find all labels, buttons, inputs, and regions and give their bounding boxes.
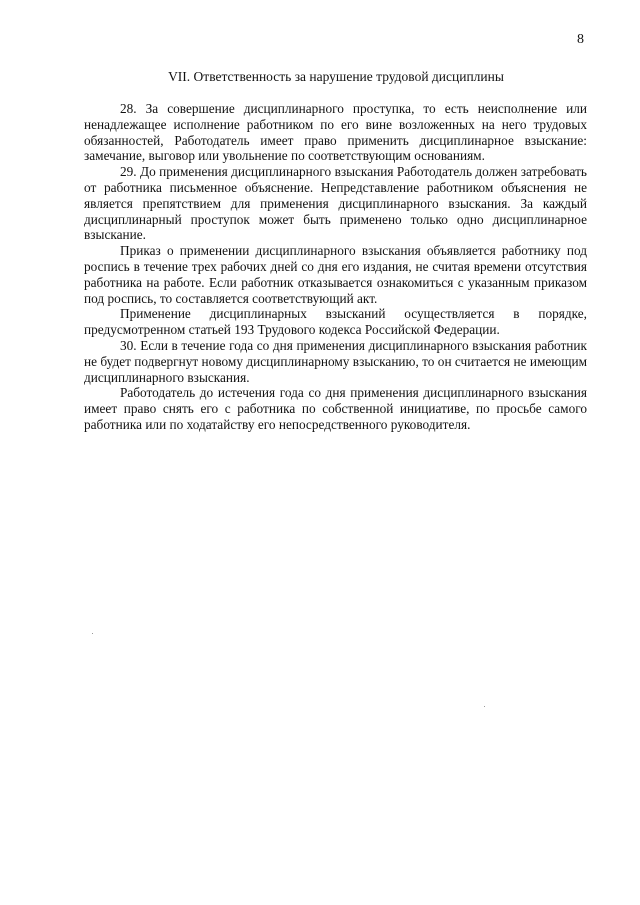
section-title: VII. Ответственность за нарушение трудовой дисциплины [168,69,504,84]
paragraph-application-procedure: Применение дисциплинарных взысканий осуществляется в порядке, предусмотренном статьей 193 Трудового кодекса Российской Федерации. [84,306,587,338]
paragraph-30: 30. Если в течение года со дня применения дисциплинарного взыскания работник не будет подвергнут новому дисциплинарному взысканию, то он считается не имеющим дисциплинарного взыскания. [84,337,587,385]
scan-speck [484,706,485,707]
paragraph-removal-of-penalty: Работодатель до истечения года со дня применения дисциплинарного взыскания имеет право снять его с работника по собственной инициативе, по просьбе самого работника или по ходатайству его непосредственного руководителя. [84,385,587,432]
scan-speck [92,633,93,634]
page-number: 8 [577,32,584,47]
document-body [84,101,587,433]
paragraph-order-announcement: Приказ о применении дисциплинарного взыскания объявляется работнику под роспись в течение трех рабочих дней со дня его издания, не считая времени отсутствия работника на работе. Если работник отказывается ознакомиться с указанным приказом под роспись, то составляется соответствующий акт. [84,243,587,306]
paragraph-29: 29. До применения дисциплинарного взыскания Работодатель должен затребовать от работника письменное объяснение. Непредставление работником объяснения не является препятствием для применения дисциплинарного взыскания. За каждый дисциплинарный проступок может быть применено только одно дисциплинарное взыскание. [84,164,587,243]
paragraph-28: 28. За совершение дисциплинарного проступка, то есть неисполнение или ненадлежащее исполнение работником по его вине возложенных на него трудовых обязанностей, Работодатель имеет право применить дисциплинарное взыскание: замечание, выговор или увольнение по соответствующим основаниям. [84,101,587,164]
